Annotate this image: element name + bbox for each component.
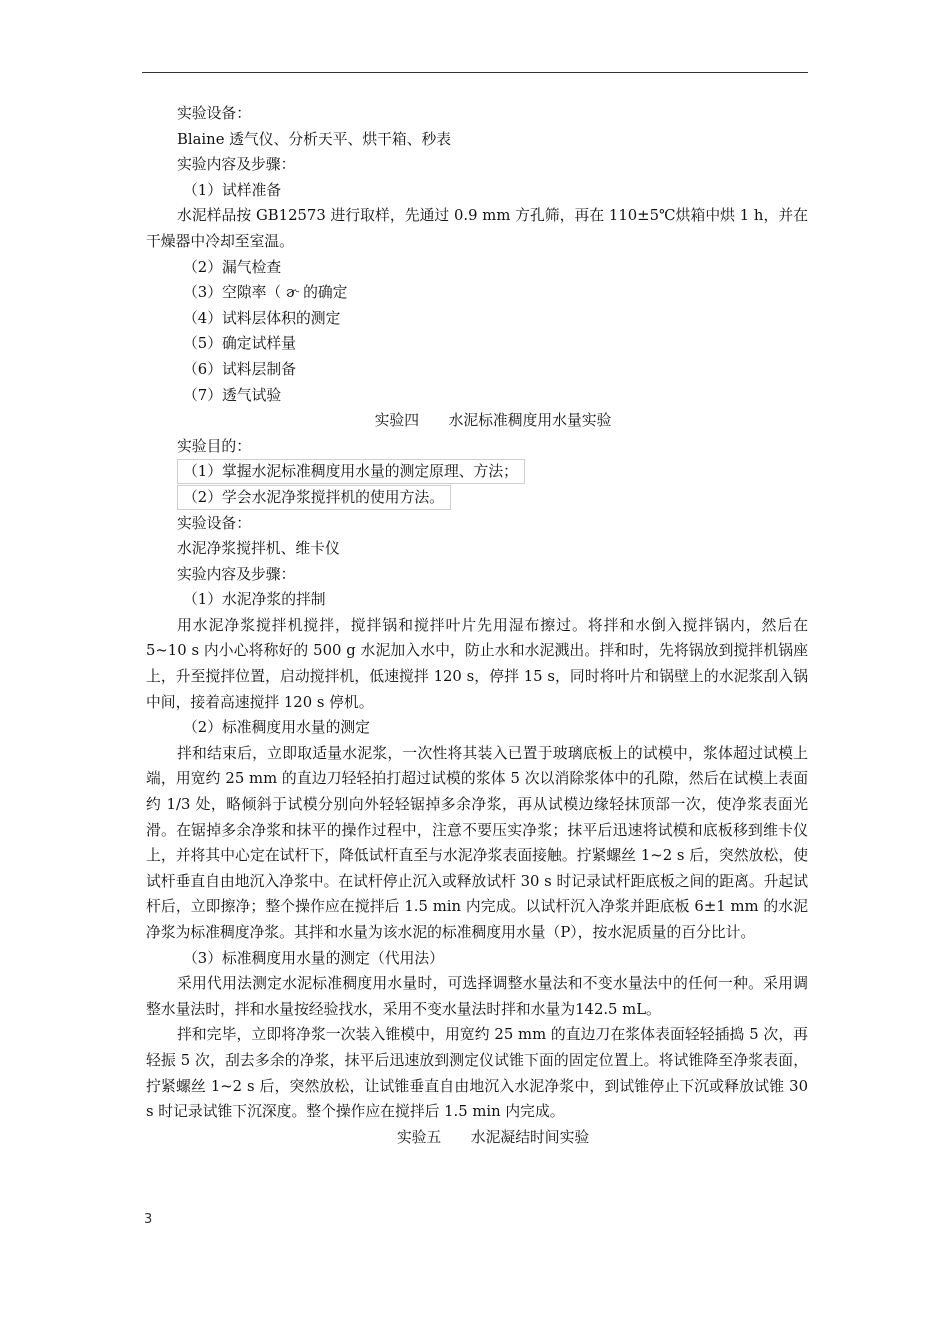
step-sample-prep-title: （1）试样准备 [183,181,282,199]
step-leak-check: （2）漏气检查 [183,258,282,276]
step-standard-consistency-title: （2）标准稠度用水量的测定 [183,719,370,737]
step-bed-preparation: （6）试料层制备 [183,360,296,378]
document-body [146,101,808,1150]
steps-label-4: 实验内容及步骤： [177,565,296,583]
section-heading-experiment-5: 实验五 水泥凝结时间实验 [396,1128,590,1146]
sample-prep-paragraph: 水泥样品按 GB12573 进行取样，先通过 0.9 mm 方孔筛，再在 110±5℃烘箱中烘 1 h，并在干燥器中冷却至室温。 [146,207,808,250]
steps-label: 实验内容及步骤： [177,156,296,174]
alternative-method-paragraph-1: 采用代用法测定水泥标准稠度用水量时，可选择调整水量法和不变水量法中的任何一种。采用调整水量法时，拌和水量按经验找水，采用不变水量法时拌和水量为142.5 mL。 [146,975,808,1018]
purpose-item-2: （2）学会水泥净浆搅拌机的使用方法。 [177,485,451,510]
step-sample-mass: （5）确定试样量 [183,335,296,353]
header-rule [142,72,808,73]
equipment-list-4: 水泥净浆搅拌机、维卡仪 [177,540,340,558]
purpose-item-1: （1）掌握水泥标准稠度用水量的测定原理、方法； [177,459,525,484]
alternative-method-paragraph-2: 拌和完毕，立即将净浆一次装入锥模中，用宽约 25 mm 的直边刀在浆体表面轻轻插捣 5 次，再轻振 5 次，刮去多余的净浆，抹平后迅速放到测定仪试锥下面的固定位置上。将试锥降至净浆表面，拧紧螺丝 1~2 s 后，突然放松，让试锥垂直自由地沉入水泥净浆中，到试锥停止下沉或释放试锥 30 s 时记录试锥下沉深度。整个操作应在搅拌后 1.5 min 内完成。 [146,1026,808,1121]
page-number: 3 [144,1212,153,1227]
purpose-list [146,459,808,510]
section-heading-experiment-4: 实验四 水泥标准稠度用水量实验 [374,412,612,430]
equipment-label-4: 实验设备： [177,514,251,532]
mixing-paragraph: 用水泥净浆搅拌机搅拌，搅拌锅和搅拌叶片先用湿布擦过。将拌和水倒入搅拌锅内，然后在 5~10 s 内小心将称好的 500 g 水泥加入水中，防止水和水泥溅出。拌和时，先将锅放到搅拌机锅座上，升至搅拌位置，启动搅拌机，低速搅拌 120 s，停拌 15 s，同时将叶片和锅壁上的水泥浆刮入锅中间，接着高速搅拌 120 s 停机。 [146,616,808,711]
step-permeability-test: （7）透气试验 [183,386,282,404]
step-alternative-method-title: （3）标准稠度用水量的测定（代用法） [183,949,444,967]
purpose-label: 实验目的： [177,437,251,455]
equipment-list: Blaine 透气仪、分析天平、烘干箱、秒表 [177,130,452,148]
standard-consistency-paragraph: 拌和结束后，立即取适量水泥浆，一次性将其装入已置于玻璃底板上的试模中，浆体超过试模上端，用宽约 25 mm 的直边刀轻轻拍打超过试模的浆体 5 次以消除浆体中的孔隙，然后在试模上表面约 1/3 处，略倾斜于试模分别向外轻轻锯掉多余净浆，再从试模边缘轻抹顶部一次，使净浆表面光滑。在锯掉多余净浆和抹平的操作过程中，注意不要压实净浆；抹平后迅速将试模和底板移到维卡仪上，并将其中心定在试杆下，降低试杆直至与水泥净浆表面接触。拧紧螺丝 1~2 s 后，突然放松，使试杆垂直自由地沉入净浆中。在试杆停止沉入或释放试杆 30 s 时记录试杆距底板之间的距离。升起试杆后，立即擦净；整个操作应在搅拌后 1.5 min 内完成。以试杆沉入净浆并距底板 6±1 mm 的水泥净浆为标准稠度净浆。其拌和水量为该水泥的标准稠度用水量（P），按水泥质量的百分比计。 [146,744,809,941]
step-porosity: （3）空隙率（ ɚ 的确定 [183,284,348,302]
step-mixing-title: （1）水泥净浆的拌制 [183,591,326,609]
step-bed-volume: （4）试料层体积的测定 [183,309,341,327]
equipment-label: 实验设备： [177,105,251,122]
